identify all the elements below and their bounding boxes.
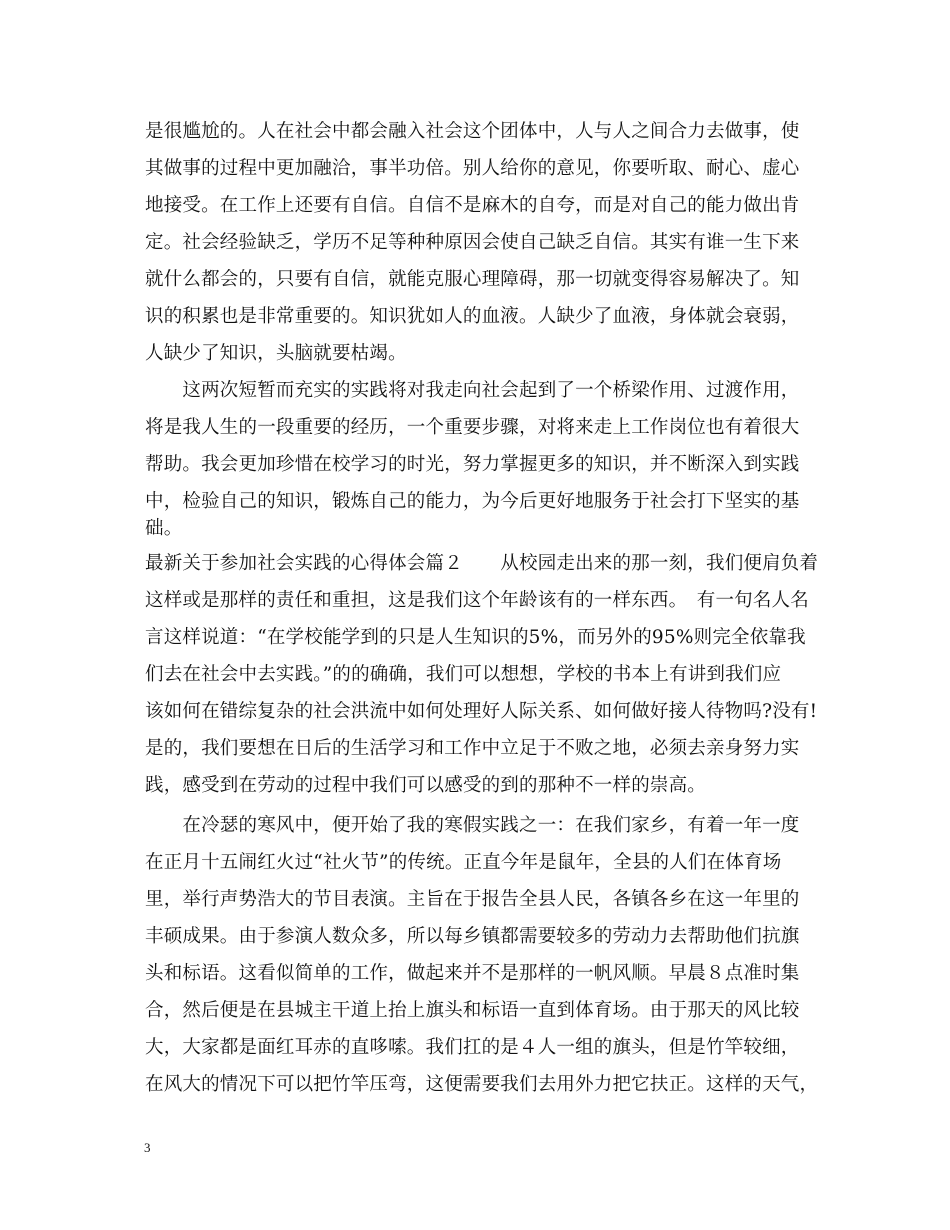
page-number: 3 <box>144 1140 151 1155</box>
text-line: 人缺少了知识，头脑就要枯竭。 <box>145 343 407 364</box>
text-line: 言这样说道：“在学校能学到的只是人生知识的5%，而另外的95%则完全依靠我 <box>145 627 806 648</box>
text-line: 在风大的情况下可以把竹竿压弯，这便需要我们去用外力把它扶正。这样的天气， <box>145 1074 819 1095</box>
text-line: 这两次短暂而充实的实践将对我走向社会起到了一个桥梁作用、过渡作用， <box>145 380 800 401</box>
text-line: 该如何在错综复杂的社会洪流中如何处理好人际关系、如何做好接人待物吗?没有! <box>145 701 818 722</box>
text-line: 识的积累也是非常重要的。知识犹如人的血液。人缺少了血液，身体就会衰弱， <box>145 306 800 327</box>
text-line: 定。社会经验缺乏，学历不足等种种原因会使自己缺乏自信。其实有谁一生下来 <box>145 232 800 253</box>
text-line: 大，大家都是面红耳赤的直哆嗦。我们扛的是４人一组的旗头，但是竹竿较细， <box>145 1037 800 1058</box>
text-line: 将是我人生的一段重要的经历，一个重要步骤，对将来走上工作岗位也有着很大 <box>145 417 800 438</box>
text-line: 中，检验自己的知识，锻炼自己的能力，为今后更好地服务于社会打下坚实的基 <box>145 491 800 512</box>
section-heading-line: 最新关于参加社会实践的心得体会篇２ 从校园走出来的那一刻，我们便肩负着 <box>145 553 819 574</box>
text-line: 其做事的过程中更加融洽，事半功倍。别人给你的意见，你要听取、耐心、虚心 <box>145 158 800 179</box>
text-line: 是很尴尬的。人在社会中都会融入社会这个团体中，人与人之间合力去做事，使 <box>145 121 800 142</box>
text-line: 就什么都会的，只要有自信，就能克服心理障碍，那一切就变得容易解决了。知 <box>145 269 800 290</box>
text-line: 们去在社会中去实践。”的的确确，我们可以想想，学校的书本上有讲到我们应 <box>145 664 782 685</box>
text-line: 合，然后便是在县城主干道上抬上旗头和标语一直到体育场。由于那天的风比较 <box>145 1000 800 1021</box>
text-line: 这样或是那样的责任和重担，这是我们这个年龄该有的一样东西。 有一句名人名 <box>145 590 809 611</box>
text-line: 里，举行声势浩大的节目表演。主旨在于报告全县人民，各镇各乡在这一年里的 <box>145 889 800 910</box>
text-line: 础。 <box>145 518 183 539</box>
text-line: 在冷瑟的寒风中，便开始了我的寒假实践之一：在我们家乡，有着一年一度 <box>145 815 800 836</box>
text-line: 头和标语。这看似简单的工作，做起来并不是那样的一帆风顺。早晨８点准时集 <box>145 963 800 984</box>
text-line: 帮助。我会更加珍惜在校学习的时光，努力掌握更多的知识，并不断深入到实践 <box>145 454 800 475</box>
text-line: 地接受。在工作上还要有自信。自信不是麻木的自夸，而是对自己的能力做出肯 <box>145 195 800 216</box>
text-line: 在正月十五闹红火过“社火节”的传统。正直今年是鼠年，全县的人们在体育场 <box>145 852 782 873</box>
text-line: 是的，我们要想在日后的生活学习和工作中立足于不败之地，必须去亲身努力实 <box>145 738 800 759</box>
text-line: 丰硕成果。由于参演人数众多，所以每乡镇都需要较多的劳动力去帮助他们抗旗 <box>145 926 800 947</box>
text-line: 践，感受到在劳动的过程中我们可以感受的到的那种不一样的崇高。 <box>145 775 707 796</box>
